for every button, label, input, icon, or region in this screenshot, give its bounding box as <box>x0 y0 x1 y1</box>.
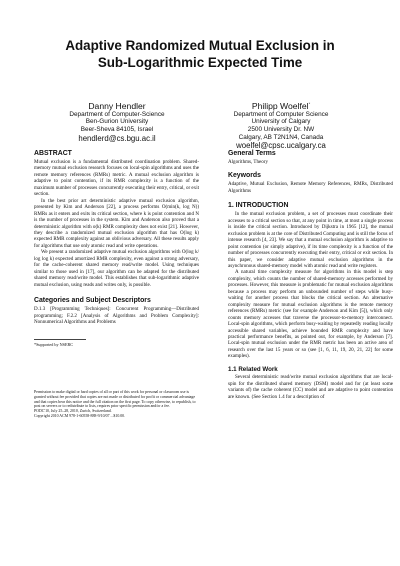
venue-line: PODC'10, July 25–28, 2010, Zurich, Switzerland. <box>34 409 112 414</box>
abstract-paragraph-3: We present a randomized adaptive mutual exclusion algorithms with O(log k/ log log k) expected amortized RMR complexity, even against a strong adversary, for the cache-coherent shared memory read/write model. Using techniques similar to those used in [17], our algorithm can be adapted for the distributed shared memory read/write model. This establishes that sub-logarithmic adaptive mutual exclusion, using reads and writes only, is possible. <box>34 249 199 288</box>
title-line-1: Adaptive Randomized Mutual Exclusion in <box>65 38 335 53</box>
abstract-heading: ABSTRACT <box>34 150 72 157</box>
right-column <box>228 150 393 400</box>
author-address: 2500 University Dr. NW <box>247 126 315 134</box>
subsection-heading-related-work: 1.1 Related Work <box>228 365 278 373</box>
author-email: hendlerd@cs.bgu.ac.il <box>78 133 156 143</box>
author-organization: University of Calgary <box>251 118 311 126</box>
permission-notice: Permission to make digital or hard copies of all or part of this work for personal or classroom use is granted without fee provided that copies are not made or distributed for profit or commercial advantage and that copies bear this notice and the full citation on the first page. To copy otherwise, to republish, to post on servers or to redistribute to lists, requires prior specific permission and/or a fee. <box>34 389 196 409</box>
author-organization: Ben-Gurion University <box>85 118 149 126</box>
author-address-2: Calgary, AB T2N1N4, Canada <box>238 133 324 141</box>
categories-heading: Categories and Subject Descriptors <box>34 297 151 305</box>
author-department: Department of Computer-Science <box>69 110 165 118</box>
author-email: woelfel@cpsc.ucalgary.ca <box>236 141 326 151</box>
author-block-2 <box>196 99 366 151</box>
keywords-heading: Keywords <box>228 172 261 180</box>
title-line-2: Sub-Logarithmic Expected Time <box>97 54 303 70</box>
abstract-paragraph-1: Mutual exclusion is a fundamental distributed coordination problem. Shared-memory mutual exclusion research focuses on local-spin algorithms and uses the remote memory references (RMRs) metric. A mutual exclusion algorithm is adaptive to point contention, if its RMR complexity is a function of the maximum number of processes concurrently executing their entry, critical, or exit section. <box>34 159 199 198</box>
section-heading-introduction: 1. INTRODUCTION <box>228 202 289 210</box>
paper-title <box>0 38 400 71</box>
intro-paragraph-2: A natural time complexity measure for algorithms in this model is step complexity, which counts the number of shared-memory accesses performed by processes. However, this measure is problematic for mutual exclusion algorithms because a process may perform an unbounded number of steps while busy-waiting for another process that blocks the critical section. An alternative complexity measure for mutual exclusion algorithms is the remote memory references (RMRs) metric (see for example Anderson and Kim [5]), which only counts memory accesses that traverse the processor-to-memory interconnect. Local-spin algorithms, which perform busy-waiting by repeatedly reading locally accessible shared variables, achieve bounded RMR complexity and have practical performance benefits, as pointed out, for example, by Anderson [7]. Local-spin mutual exclusion under the RMR metric has been an active area of research over the last 15 years or so (see [1, 6, 11, 19, 20, 21, 22] for some examples). <box>228 269 393 360</box>
categories-text: D.1.3 [Programming Techniques]: Concurrent Programming—Distributed programming; F.2.2 [Analysis of Algorithms and Problem Complexity]: Nonnumerical Algorithms and Problems <box>34 306 199 325</box>
related-work-paragraph: Several deterministic read/write mutual exclusion algorithms that are local-spin for the distributed shared memory (DSM) model and for (at least some variants of) the cache coherent (CC) model and are adaptive to point contention are known. (See Section 1.4 for a description of <box>228 374 393 400</box>
general-terms-heading: General Terms <box>228 150 276 157</box>
author-block-1 <box>32 99 202 143</box>
intro-paragraph-1: In the mutual exclusion problem, a set of processes must coordinate their accesses to a critical section so that, at any point in time, at most a single process is inside the critical section. Introduced by Dijkstra in 1965 [12], the mutual exclusion problem is at the core of Distributed Computing and is still the focus of intense research [4, 23]. We say that a mutual exclusion algorithm is adaptive to point contention (or simply adaptive), if its time complexity is a function of the number of processes concurrently executing their entry, critical or exit section. In this paper, we consider adaptive mutual exclusion algorithms in the asynchronous shared-memory model with atomic read and write registers. <box>228 211 393 269</box>
footnote: *Supported by NSERC <box>34 342 74 348</box>
footnote-rule <box>34 339 86 340</box>
author-address: Beer-Sheva 84105, Israel <box>80 126 154 134</box>
author-name: Danny Hendler <box>88 100 146 111</box>
author-department: Department of Computer Science <box>233 110 329 118</box>
keywords-text: Adaptive, Mutual Exclusion, Remote Memory References, RMRs, Distributed Algorithms <box>228 181 393 194</box>
left-column <box>34 150 199 419</box>
copyright-line: Copyright 2010 ACM 978-1-60558-888-9/10/07 ...$10.00. <box>34 414 126 419</box>
general-terms-text: Algorithms, Theory <box>228 159 268 165</box>
abstract-paragraph-2: In the best prior art deterministic adaptive mutual exclusion algorithm, presented by Kim and Anderson [22], a process performs O(min(k, log N)) RMRs as it enters and exits its critical section, where k is point contention and N is the number of processes in the system. Kim and Anderson also proved that a deterministic algorithm with o(k) RMR complexity does not exist [21]. However, they describe a randomized mutual exclusion algorithm that has O(log k) expected RMR complexity against an oblivious adversary. All these results apply for algorithms that use only atomic read and write operations. <box>34 197 199 249</box>
author-name: Philipp Woelfel* <box>251 100 311 111</box>
